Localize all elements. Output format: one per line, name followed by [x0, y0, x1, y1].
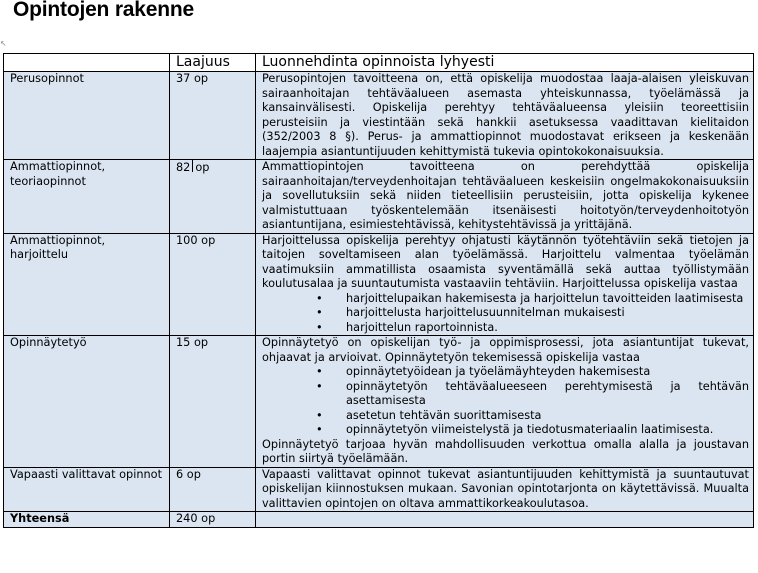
text-cursor	[192, 160, 193, 172]
study-structure-table	[3, 53, 754, 528]
table-row	[4, 160, 754, 234]
total-description	[256, 512, 754, 528]
scope-number: 82	[176, 161, 191, 174]
row-description	[256, 467, 754, 512]
table-header-row	[4, 54, 754, 72]
header-scope: Laajuus	[170, 54, 256, 72]
list-item: • harjoittelupaikan hakemisesta ja harjoittelun tavoitteiden laatimisesta	[346, 292, 749, 307]
total-row	[4, 512, 754, 528]
row-name: Perusopinnot	[4, 72, 170, 160]
scope-unit: op	[195, 161, 210, 174]
row-scope: 6 op	[170, 467, 256, 512]
row-description	[256, 336, 754, 468]
list-item: • opinnäytetyöidean ja työelämäyhteyden hakemisesta	[346, 365, 749, 380]
row-name: Vapaasti valittavat opinnot	[4, 467, 170, 512]
list-item: • opinnäytetyön tehtäväalueeseen perehtymisestä ja tehtävän asettamisesta	[346, 380, 749, 409]
description-tail: Opinnäytetyö tarjoaa hyvän mahdollisuuden verkottua omalla alalla ja joustavan portin siirtyä työelämään.	[262, 437, 749, 465]
table-row	[4, 467, 754, 512]
row-scope: 37 op	[170, 72, 256, 160]
row-description	[256, 72, 754, 160]
row-name: Opinnäytetyö	[4, 336, 170, 468]
list-item: • harjoittelun raportoinnista.	[346, 321, 749, 336]
row-scope: 100 op	[170, 233, 256, 336]
description-paragraph: Ammattiopintojen tavoitteena on perehdyttää opiskelija sairaanhoitajan/terveydenhoitajan tehtäväalueen keskeisiin ongelmakokonaisuuksiin ja sovellutuksiin sekä niiden tieteellisiin perusteisiin, jotta opiskelija kykenee valmistuttuaan työskentelemään itsenäisesti hoitotyön/terveydenhoitotyön asiantuntijana, esimiestehtävissä, kehitystehtävissä ja yrittäjänä.	[262, 160, 749, 231]
list-item: • asetetun tehtävän suorittamisesta	[346, 409, 749, 424]
page-title: Opintojen rakenne	[13, 0, 194, 21]
total-label: Yhteensä	[4, 512, 170, 528]
row-scope	[170, 160, 256, 234]
bullet-list	[262, 365, 749, 438]
bullet-list	[262, 292, 749, 336]
row-description	[256, 160, 754, 234]
row-description	[256, 233, 754, 336]
description-paragraph: Perusopintojen tavoitteena on, että opiskelija muodostaa laaja-alaisen yleiskuvan sairaanhoitajan tehtäväalueen asemasta yhteiskunnassa, työelämässä ja kansainvälisesti. Opiskelija perehtyy tehtäväalueensa yleisiin teoreettisiin perusteisiin ja viestintään sekä hankkii asetuksessa vaadittavan kielitaidon (352/2003 8 §). Perus- ja ammattiopinnot muodostavat erikseen ja keskenään laajempia asiantuntijuuden kehittymistä tukevia opintokokonaisuuksia.	[262, 72, 749, 158]
description-paragraph: Opinnäytetyö on opiskelijan työ- ja oppimisprosessi, jota asiantuntijat tukevat, ohjaavat ja arvioivat. Opinnäytetyön tekemisessä opiskelija vastaa	[262, 336, 749, 364]
list-item: • harjoittelusta harjoittelusuunnitelman mukaisesti	[346, 306, 749, 321]
description-paragraph: Vapaasti valittavat opinnot tukevat asiantuntijuuden kehittymistä ja suuntautuvat opiskelijan kiinnostuksen mukaan. Savonian opintotarjonta on käytettävissä. Muualta valittavien opintojen on oltava ammattikorkeakoulutasoa.	[262, 467, 749, 510]
table-row	[4, 336, 754, 468]
table-row	[4, 72, 754, 160]
table-row	[4, 233, 754, 336]
description-paragraph: Harjoittelussa opiskelija perehtyy ohjatusti käytännön työtehtäviin sekä tietojen ja taitojen soveltamiseen alan työelämässä. Harjoittelu valmentaa työelämän vaatimuksiin ammatillista osaamista syventämällä sekä auttaa työllistymään koulutusalaa ja suuntautumista vastaaviin tehtäviin. Harjoittelussa opiskelija vastaa	[262, 233, 749, 290]
header-description: Luonnehdinta opinnoista lyhyesti	[256, 54, 754, 72]
row-name: Ammattiopinnot, harjoittelu	[4, 233, 170, 336]
table-move-handle[interactable]: ↖	[0, 39, 7, 48]
header-empty	[4, 54, 170, 72]
row-scope: 15 op	[170, 336, 256, 468]
total-scope: 240 op	[170, 512, 256, 528]
list-item: • opinnäytetyön viimeistelystä ja tiedotusmateriaalin laatimisesta.	[346, 423, 749, 438]
row-name: Ammattiopinnot, teoriaopinnot	[4, 160, 170, 234]
